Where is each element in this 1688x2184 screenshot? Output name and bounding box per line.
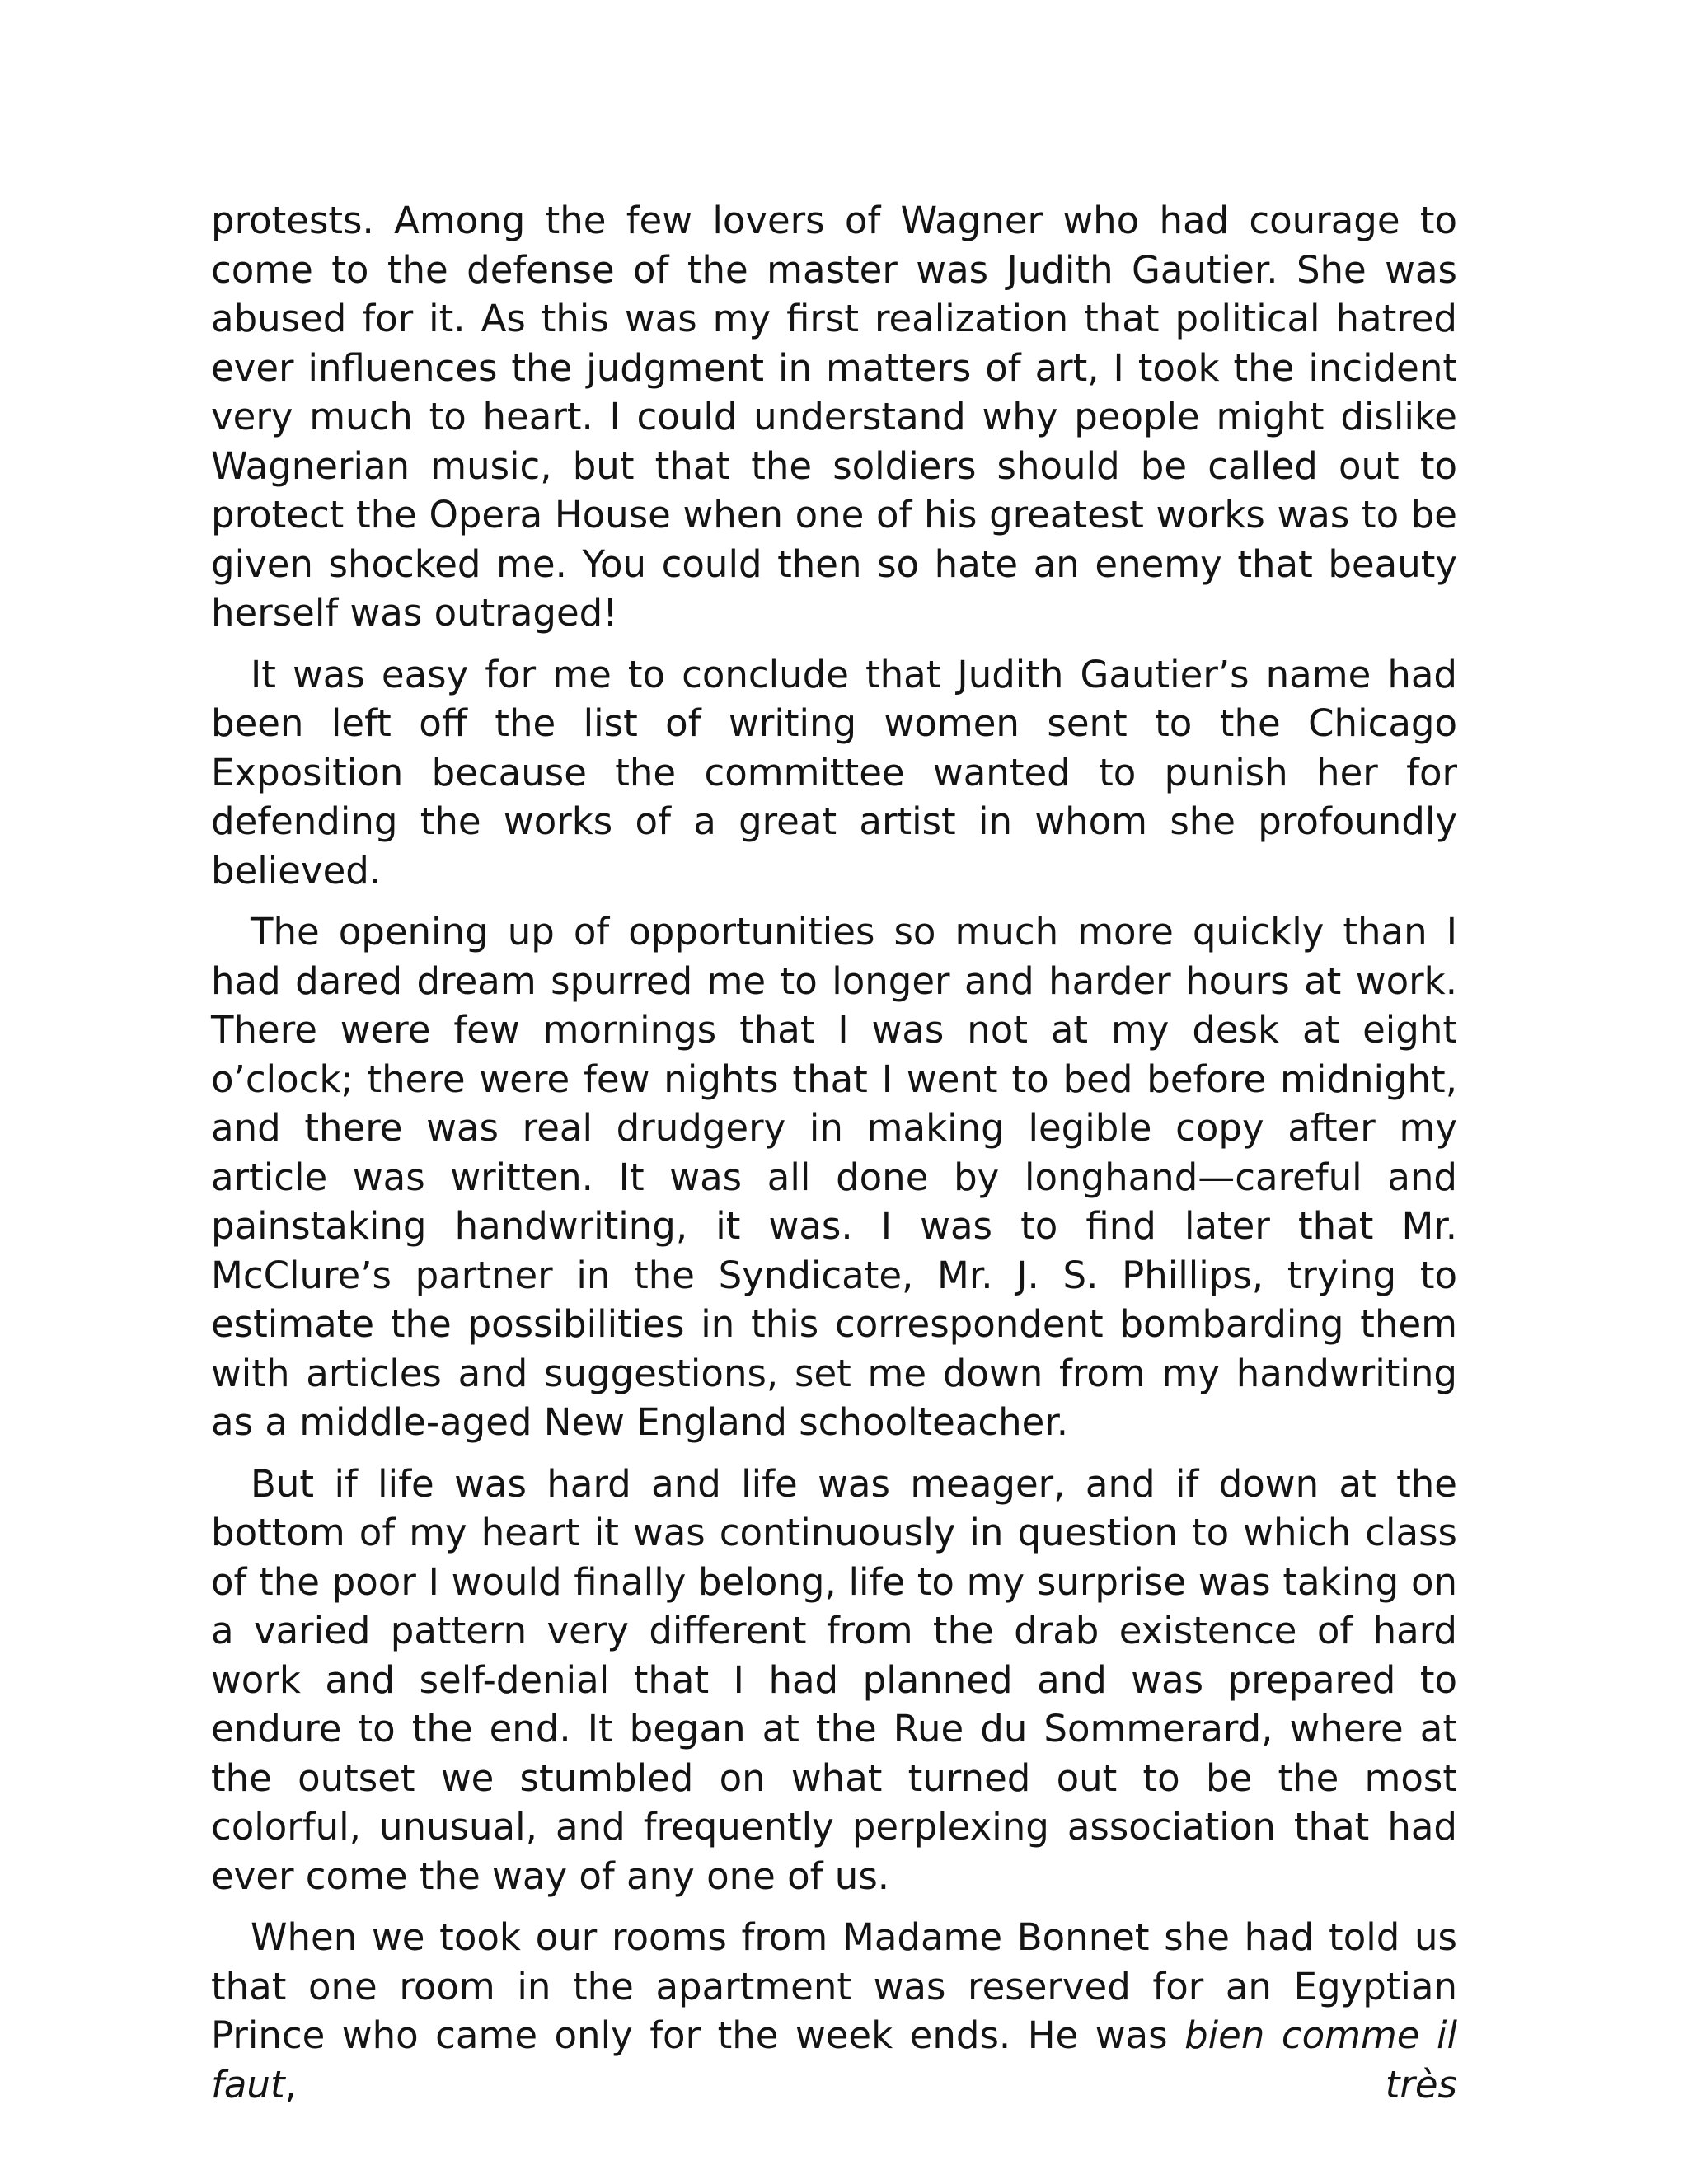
paragraph-5-italic-phrase: bien comme il faut [211,2013,1457,2107]
paragraph-5-italic-word: très [1385,2062,1457,2107]
paragraph-1: protests. Among the few lovers of Wagner who had courage to come to the defense of the master was Judith Gautier. She was abused for it. As this was my first realization that political hatred ever influences the judgment in matters of art, I took the incident very much to heart. I could understand why people might dislike Wagnerian music, but that the soldiers should be called out to protect the Opera House when one of his greatest works was to be given shocked me. You could then so hate an enemy that beauty herself was outraged! [211,199,1457,635]
paragraph-2: It was easy for me to conclude that Judith Gautier’s name had been left off the list of writing women sent to the Chicago Exposition because the committee wanted to punish her for defending the works of a great artist in whom she profoundly believed. [211,652,1457,893]
paragraph-5-comma: , [284,2062,1386,2107]
paragraph-4: But if life was hard and life was meager, and if down at the bottom of my heart it was continuously in question to which class of the poor I would finally belong, life to my surprise was taking on a varied pattern very different from the drab existence of hard work and self-denial that I had planned and was prepared to endure to the end. It began at the Rue du Sommerard, where at the outset we stumbled on what turned out to be the most colorful, unusual, and frequently perplexing association that had ever come the way of any one of us. [211,1461,1457,1898]
paragraph-5-text: When we took our rooms from Madame Bonnet she had told us that one room in the apartment was reserved for an Egyptian Prince who came only for the week ends. He was [211,1915,1457,2057]
body-text [211,196,1457,2109]
paragraph-3: The opening up of opportunities so much more quickly than I had dared dream spurred me to longer and harder hours at work. There were few mornings that I was not at my desk at eight o’clock; there were few nights that I went to bed before midnight, and there was real drudgery in making legible copy after my article was written. It was all done by longhand—careful and painstaking handwriting, it was. I was to find later that Mr. McClure’s partner in the Syndicate, Mr. J. S. Phillips, trying to estimate the possibilities in this correspondent bombarding them with articles and suggestions, set me down from my handwriting as a middle-aged New England schoolteacher. [211,910,1457,1444]
paragraph-5 [211,1913,1457,2109]
